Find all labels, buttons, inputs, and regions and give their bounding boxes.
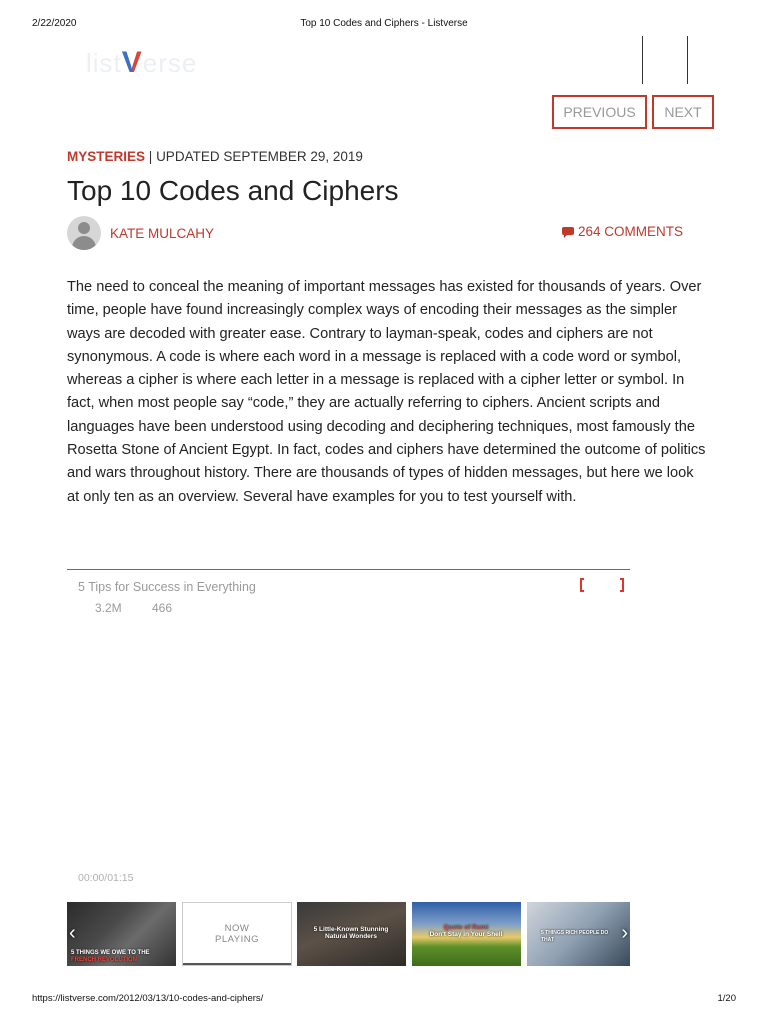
previous-button[interactable]: PREVIOUS [552, 95, 647, 129]
print-header [32, 18, 736, 32]
article-title: Top 10 Codes and Ciphers [67, 175, 399, 206]
now-playing-label-2: PLAYING [215, 934, 259, 945]
video-likes: 466 [152, 601, 173, 615]
category-link[interactable]: MYSTERIES [67, 149, 146, 164]
thumb-caption-highlight: Quote of Rumi [443, 924, 489, 931]
print-url: https://listverse.com/2012/03/13/10-codes-and-ciphers/ [32, 993, 264, 1004]
playlist-thumb[interactable] [297, 902, 406, 966]
updated-date: UPDATED SEPTEMBER 29, 2019 [156, 149, 363, 164]
now-playing-bar [183, 963, 291, 965]
header-divider-right [687, 36, 688, 84]
chevron-left-icon[interactable]: ‹ [69, 922, 76, 944]
print-page-title: Top 10 Codes and Ciphers - Listverse [300, 18, 468, 29]
thumb-caption [301, 926, 401, 940]
player-top-rule [67, 569, 630, 570]
print-page-number: 1/20 [717, 993, 736, 1004]
print-date: 2/22/2020 [32, 18, 77, 29]
expand-icon[interactable] [579, 577, 625, 593]
comments-count: 264 COMMENTS [577, 224, 683, 239]
video-title[interactable]: 5 Tips for Success in Everything [78, 580, 256, 594]
logo-text-right: erse [142, 47, 198, 78]
thumb-caption [416, 924, 516, 938]
article-meta [67, 149, 363, 164]
comments-link[interactable] [562, 224, 683, 239]
comment-bubble-icon [562, 226, 574, 237]
video-time: 00:00/01:15 [78, 872, 134, 884]
author-avatar[interactable] [67, 216, 101, 250]
thumb-caption: 5 THINGS RICH PEOPLE DO THAT [541, 930, 609, 943]
next-button[interactable]: NEXT [652, 95, 714, 129]
avatar-shoulders-shape [72, 236, 96, 250]
thumb-caption-line: 5 Little-Known Stunning [313, 926, 389, 933]
thumb-caption [71, 950, 166, 964]
header-divider-left [642, 36, 643, 84]
thumb-caption-highlight: FRENCH REVOLUTION [71, 957, 137, 963]
now-playing-label: NOW [224, 923, 250, 934]
video-player[interactable] [67, 569, 630, 969]
avatar-head-shape [78, 222, 90, 234]
playlist-thumb[interactable] [67, 902, 176, 966]
author-link[interactable]: KATE MULCAHY [110, 226, 215, 241]
article-intro: The need to conceal the meaning of important messages has existed for thousands of years. Over time, people have found increasingly complex ways of encoding their messages as the simpler ways are decoded with greater ease. Contrary to layman-speak, codes and ciphers are not synonymous. A code is where each word in a message is replaced with a code word or symbol, whereas a cipher is where each letter in a message is replaced with a cipher letter or symbol. In fact, when most people say “code,” they are actually referring to ciphers. Ancient scripts and languages have been understood using decoding and deciphering techniques, most famously the Rosetta Stone of Ancient Egypt. In fact, codes and ciphers have determined the outcome of politics and wars throughout history. There are thousands of types of hidden messages, but here we look at only ten as an overview. Several have examples for you to test yourself with. [67, 279, 706, 505]
thumb-caption-line: Don't Stay in Your Shell [429, 931, 503, 938]
video-views: 3.2M [95, 601, 122, 615]
logo-text-left: list [86, 47, 122, 78]
playlist-strip [67, 902, 630, 966]
listverse-logo[interactable] [86, 46, 197, 80]
chevron-right-icon[interactable]: › [621, 922, 628, 944]
playlist-thumb[interactable] [412, 902, 521, 966]
thumb-caption-line: 5 THINGS WE OWE TO THE [71, 950, 150, 956]
logo-v-mark: V [121, 46, 143, 79]
playlist-thumb[interactable] [527, 902, 630, 966]
print-footer [32, 993, 736, 1007]
meta-separator: | [148, 149, 153, 164]
thumb-caption-line: Natural Wonders [325, 933, 377, 940]
now-playing-thumb [182, 902, 292, 966]
